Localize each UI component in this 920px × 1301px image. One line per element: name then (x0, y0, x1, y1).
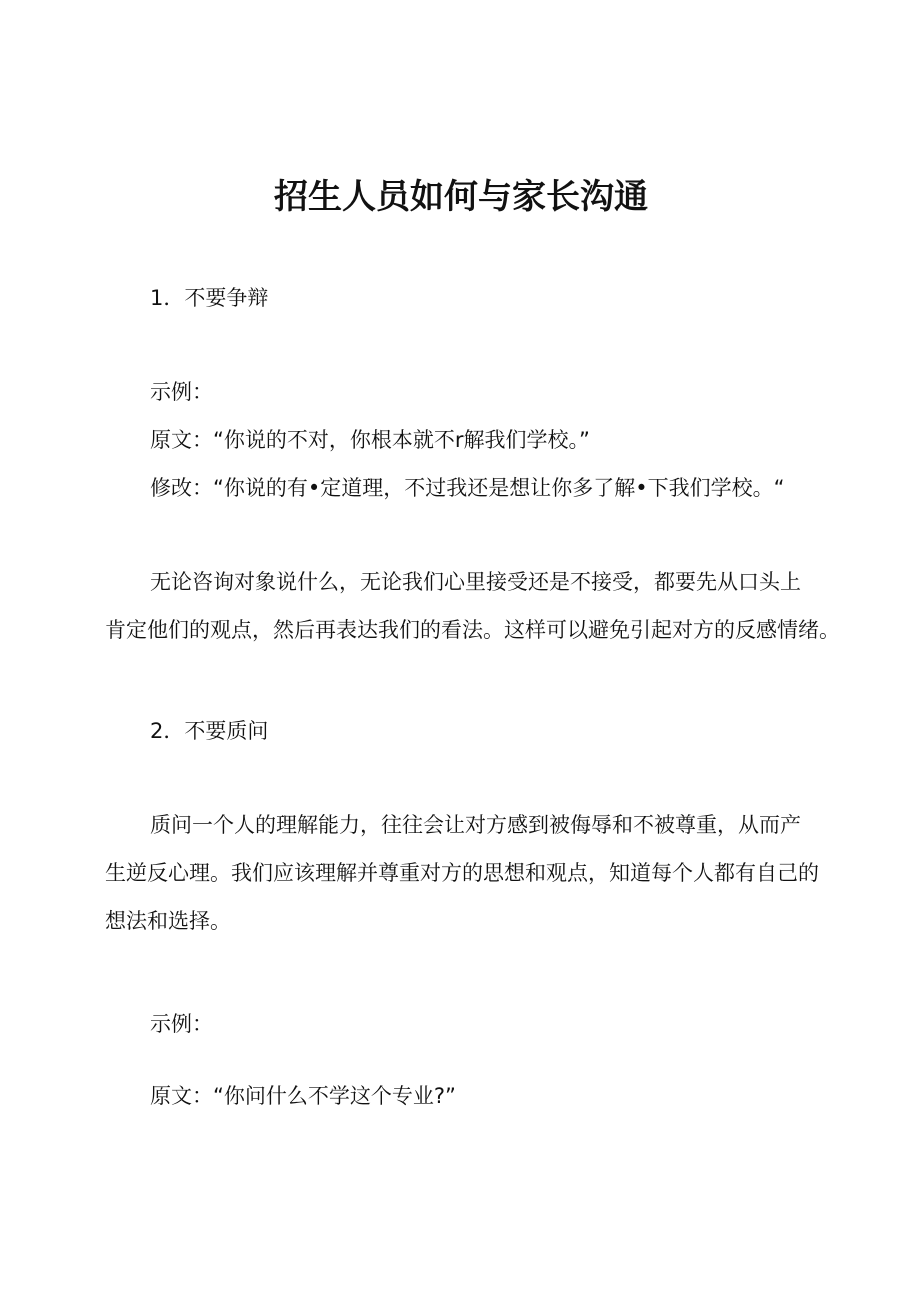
section-1-original-text: 原文：“你说的不对，你根本就不r解我们学校。” (150, 428, 590, 452)
document-title: 招生人员如何与家长沟通 (274, 177, 648, 217)
section-1-heading: 1．不要争辩 (150, 286, 269, 310)
section-2-paragraph-line-1: 质问一个人的理解能力，往往会让对方感到被侮辱和不被尊重，从而产 (150, 813, 801, 837)
section-2-heading: 2．不要质问 (150, 719, 269, 743)
section-2-paragraph-line-2: 生逆反心理。我们应该理解并尊重对方的思想和观点，知道每个人都有自己的 (105, 861, 819, 885)
section-1-paragraph-line-1: 无论咨询对象说什么，无论我们心里接受还是不接受，都要先从口头上 (150, 570, 801, 594)
section-2-paragraph-line-3: 想法和选择。 (105, 909, 231, 933)
section-2-example-label: 示例： (150, 1012, 213, 1036)
section-1-paragraph-line-2: 肯定他们的观点，然后再表达我们的看法。这样可以避免引起对方的反感情绪。 (105, 618, 840, 642)
section-2-original-text: 原文：“你问什么不学这个专业?” (150, 1084, 456, 1108)
section-1-revised-text: 修改：“你说的有•定道理，不过我还是想让你多了解•下我们学校。“ (150, 476, 785, 500)
section-1-example-label: 示例： (150, 380, 213, 404)
